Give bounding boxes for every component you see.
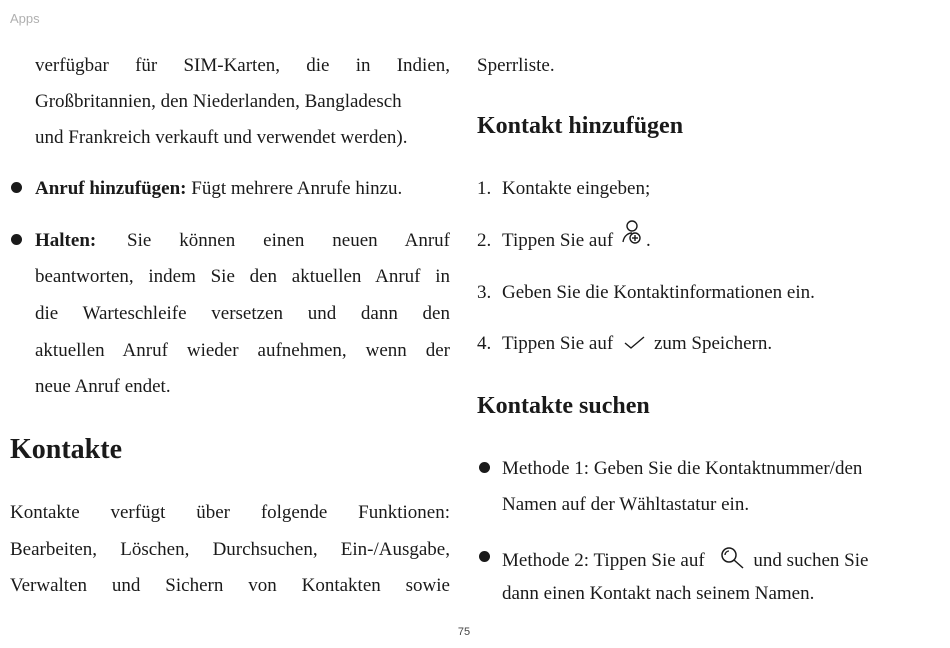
search-icon [719,545,747,578]
step-3 [477,281,815,305]
method-2-line2: dann einen Kontakt nach seinem Namen. [502,583,815,604]
checkmark-icon [622,333,648,357]
step-text: Kontakte eingeben; [502,178,651,199]
step-4 [477,332,772,357]
paragraph-line: Sperrliste. [477,55,555,76]
paragraph-line: Großbritannien, den Niederlanden, Bangladesch [35,91,402,112]
bullet-dot [11,182,22,193]
step-text: Tippen Sie auf [502,333,614,354]
step-text: Tippen Sie auf [502,230,614,251]
paragraph-line: Kontakte verfügt über folgende Funktionen: [10,502,450,523]
bullet-dot [479,462,490,473]
method-1-line1: Methode 1: Geben Sie die Kontaktnummer/den [502,458,863,479]
paragraph-line: Verwalten und Sichern von Kontakten sowie [10,575,450,596]
paragraph-line: Bearbeiten, Löschen, Durchsuchen, Ein-/Ausgabe, [10,539,450,560]
paragraph-line: beantworten, indem Sie den aktuellen Anruf in [35,266,450,287]
paragraph-line: die Warteschleife versetzen und dann den [35,303,450,324]
bullet-hold-line1: Sie können einen neuen Anruf [127,230,450,251]
bullet-dot [479,551,490,562]
bullet-desc: Fügt mehrere Anrufe hinzu. [191,178,403,199]
paragraph-line: verfügbar für SIM-Karten, die in Indien, [35,55,450,76]
step-text-after: . [645,230,651,251]
page-number: 75 [457,626,471,638]
bullet-hold-term: Halten: [35,230,97,251]
section-header: Apps [10,11,40,26]
bullet-add-call [35,177,402,201]
step-1 [477,177,650,201]
paragraph-line: aktuellen Anruf wieder aufnehmen, wenn der [35,340,450,361]
method-1-line2: Namen auf der Wähltastatur ein. [502,494,750,515]
step-number: 1. [477,178,492,199]
add-contact-heading: Kontakt hinzufügen [477,113,684,139]
paragraph-line: und Frankreich verkauft und verwendet werden). [35,127,408,148]
search-contacts-heading: Kontakte suchen [477,393,650,419]
paragraph-line: neue Anruf endet. [35,376,171,397]
method-text: Methode 2: Tippen Sie auf [502,549,705,571]
step-number: 2. [477,230,492,251]
step-text: Geben Sie die Kontaktinformationen ein. [502,282,815,303]
method-2-line1 [502,545,868,578]
contacts-heading: Kontakte [10,434,122,465]
step-text-after: zum Speichern. [653,333,773,354]
add-contact-icon [620,218,646,253]
step-number: 4. [477,333,492,354]
step-2 [477,229,651,253]
bullet-dot [11,234,22,245]
method-text-after: und suchen Sie [753,549,869,571]
step-number: 3. [477,282,492,303]
bullet-term: Anruf hinzufügen: [35,178,187,199]
